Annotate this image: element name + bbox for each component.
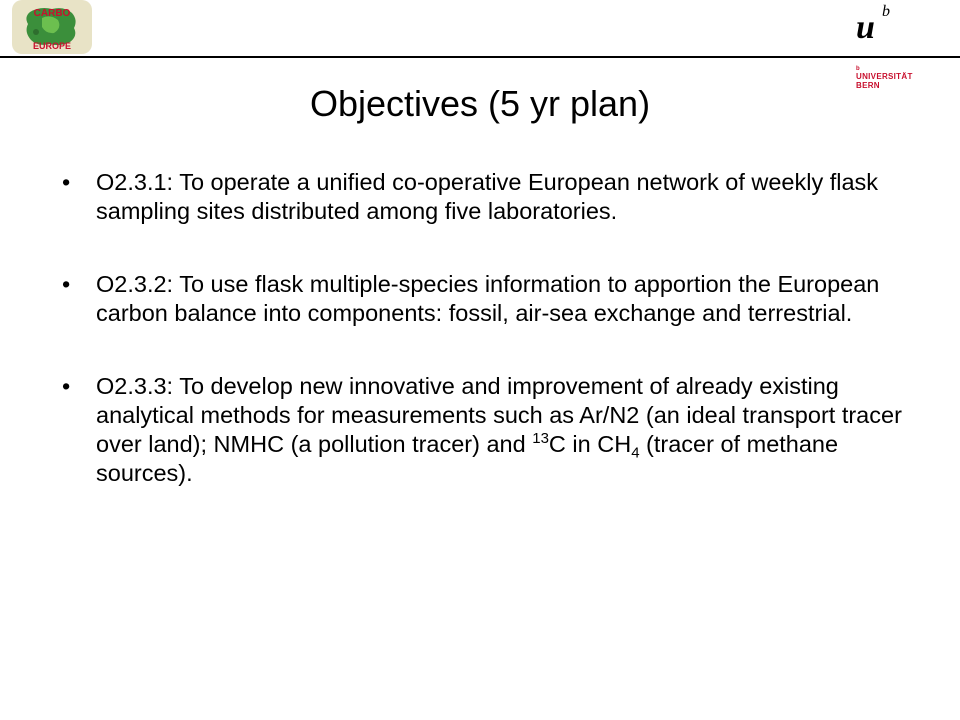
university-name-line-1: UNIVERSITÄT — [856, 72, 913, 81]
header-divider — [0, 56, 960, 58]
logo-text-top: CARBO — [33, 8, 71, 19]
objective-item — [62, 372, 902, 488]
unibern-logo-icon — [852, 2, 912, 54]
objective-item — [62, 270, 902, 328]
objective-text: To use flask multiple-species information to apportion the European carbon balance into components: fossil, air-sea exchange and terrestrial. — [96, 271, 880, 326]
carboeurope-logo — [12, 0, 92, 54]
objective-text-before: To develop new innovative and improvement of already existing analytical methods for measurements such as Ar/N2 (an ideal transport tracer over land); NMHC (a pollution tracer) and — [96, 373, 902, 457]
university-name-line-2: BERN — [856, 81, 880, 90]
objective-item — [62, 168, 902, 226]
objective-code: O2.3.2: — [96, 271, 180, 297]
logo-text-bottom: EUROPE — [32, 41, 72, 51]
isotope-mass-number: 13 — [532, 430, 549, 448]
bullet-icon: • — [62, 373, 71, 399]
unibern-mark: u — [856, 9, 875, 46]
objectives-list — [62, 168, 902, 488]
university-name-mark: b — [856, 66, 860, 72]
carboeurope-logo-icon — [12, 0, 92, 54]
unibern-mark-superscript: b — [882, 3, 890, 20]
isotope-element: C in CH — [548, 431, 632, 457]
bullet-icon: • — [62, 271, 71, 297]
unibern-logo — [852, 2, 912, 54]
objective-code: O2.3.1: — [96, 169, 180, 195]
slide-title: Objectives (5 yr plan) — [309, 83, 651, 124]
objective-text-after: (tracer of methane sources). — [96, 431, 839, 486]
methane-subscript: 4 — [631, 444, 640, 462]
objective-text: To operate a unified co-operative European network of weekly flask sampling sites distributed among five laboratories. — [96, 169, 879, 224]
bullet-icon: • — [62, 169, 71, 195]
objective-code: O2.3.3: — [96, 373, 180, 399]
